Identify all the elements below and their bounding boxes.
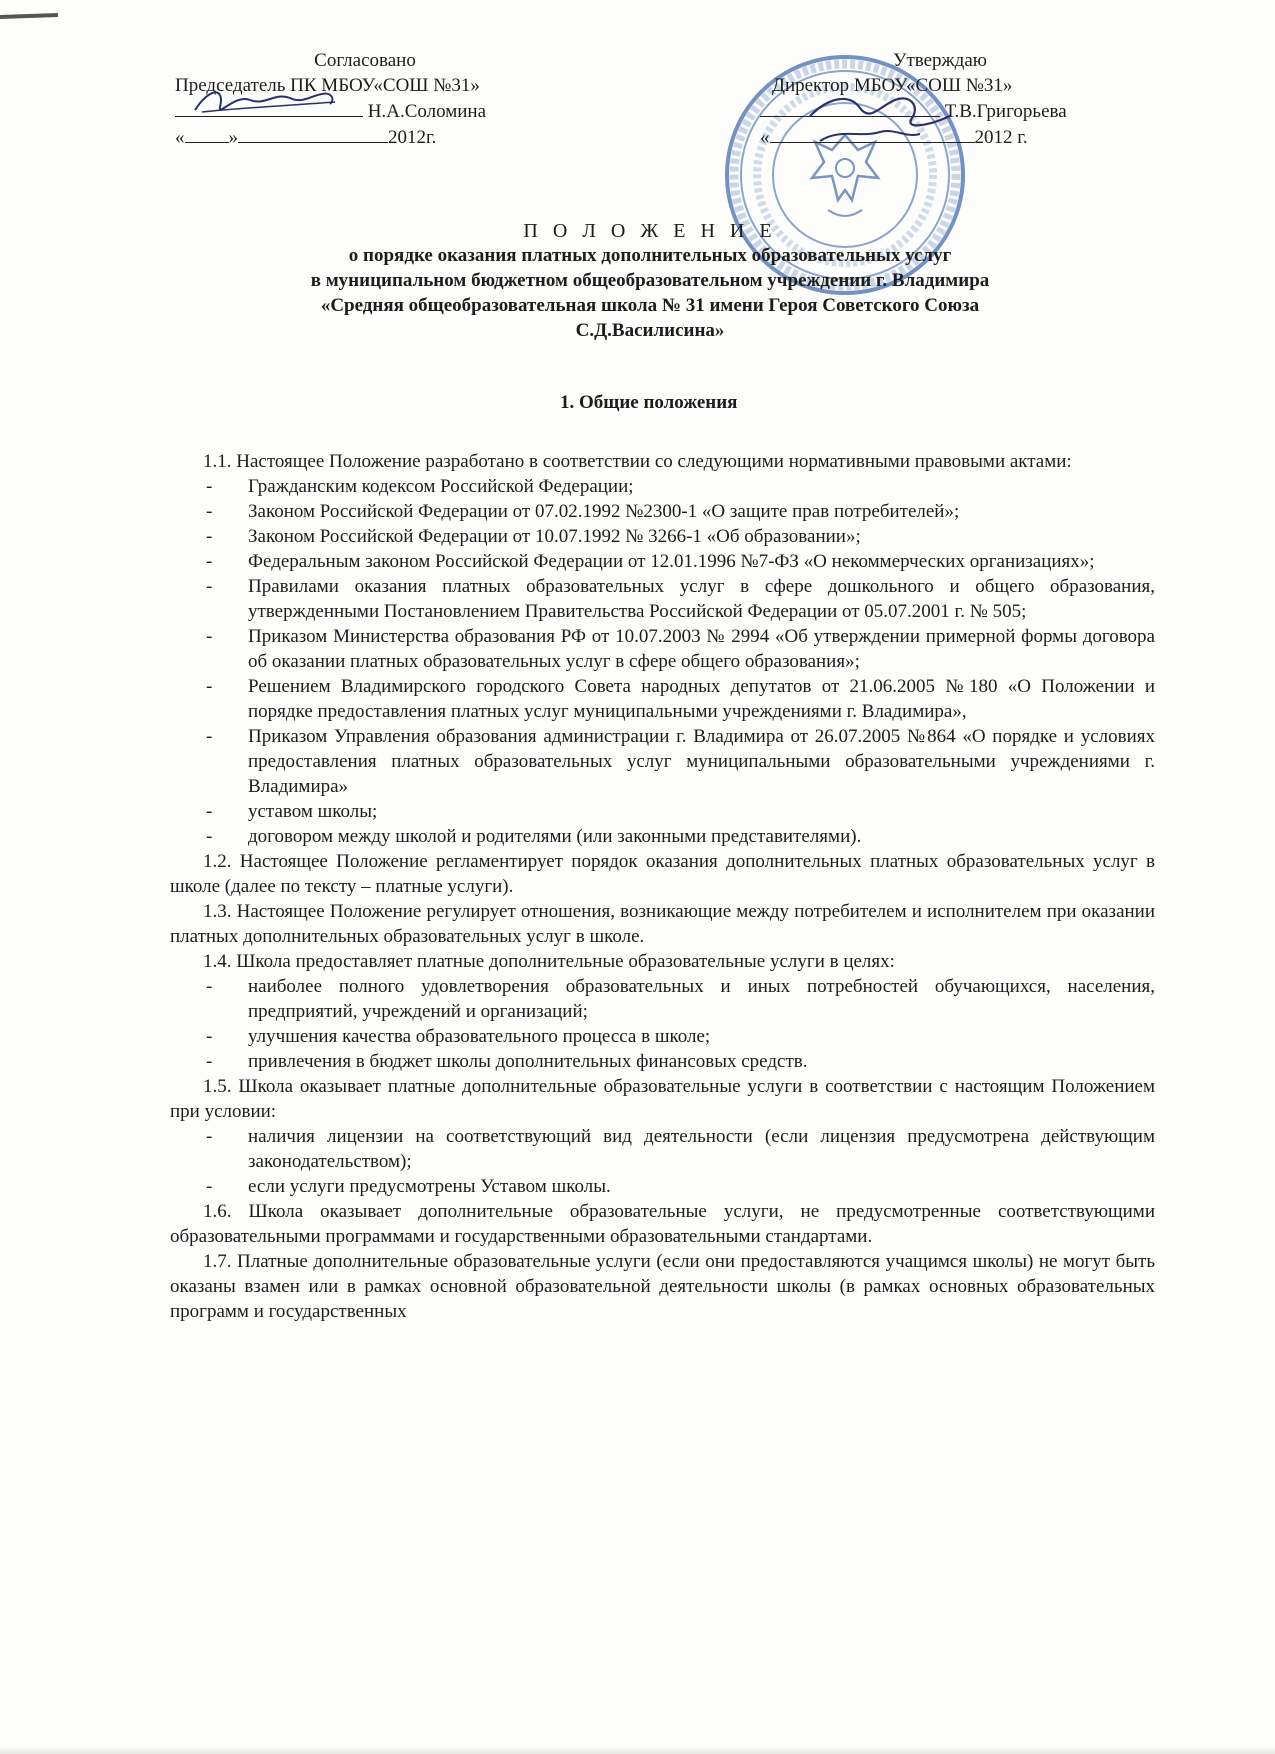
list-item: - Законом Российской Федерации от 07.02.1992 №2300-1 «О защите прав потребителей»; [170, 499, 1155, 524]
signature-left [190, 82, 340, 122]
list-item: - уставом школы; [170, 799, 1155, 824]
date-quote-open: « [760, 127, 770, 148]
list-item: - наличия лицензии на соответствующий вид деятельности (если лицензия предусмотрена действующим законодательством); [170, 1124, 1155, 1174]
goals-list [170, 974, 1155, 1074]
approved-position: Директор МБОУ«СОШ №31» [772, 75, 1013, 96]
list-item: - Приказом Министерства образования РФ от 10.07.2003 № 2994 «Об утверждении примерной формы договора об оказании платных образовательных услуг в сфере общего образования»; [170, 624, 1155, 674]
list-item: - улучшения качества образовательного процесса в школе; [170, 1024, 1155, 1049]
title-line-2: в муниципальном бюджетном общеобразовательном учреждении г. Владимира [310, 270, 990, 291]
document-type-heading: П О Л О Ж Е Н И Е [523, 220, 777, 242]
scan-bottom-edge [0, 1746, 1275, 1754]
section-heading-general: 1. Общие положения [560, 392, 738, 413]
paragraph-1-6: 1.6. Школа оказывает дополнительные образовательные услуги, не предусмотренные соответствующими образовательными программами и государственными образовательными стандартами. [170, 1201, 1155, 1247]
paragraph-1-4: 1.4. Школа предоставляет платные дополнительные образовательные услуги в целях: [203, 951, 895, 972]
list-item: - Федеральным законом Российской Федерации от 12.01.1996 №7-ФЗ «О некоммерческих организациях»; [170, 549, 1155, 574]
approved-label: Утверждаю [893, 50, 987, 71]
conditions-list [170, 1124, 1155, 1199]
title-line-4: С.Д.Василисина» [575, 320, 725, 341]
scan-corner-mark [0, 13, 58, 19]
paragraph-1-5: 1.5. Школа оказывает платные дополнительные образовательные услуги в соответствии с настоящим Положением при условии: [170, 1076, 1155, 1122]
day-blank [185, 124, 229, 143]
list-item: - Гражданским кодексом Российской Федерации; [170, 474, 1155, 499]
date-quote-open: « [175, 127, 185, 148]
approved-year: 2012 г. [974, 127, 1028, 148]
signature-right [800, 86, 960, 156]
approved-signer-name: Т.В.Григорьева [944, 101, 1067, 122]
list-item: - договором между школой и родителями (или законными представителями). [170, 824, 1155, 849]
paragraph-1-2: 1.2. Настоящее Положение регламентирует порядок оказания дополнительных платных образовательных услуг в школе (далее по тексту – платные услуги). [170, 851, 1155, 897]
legal-acts-list [170, 474, 1155, 849]
list-item: - привлечения в бюджет школы дополнительных финансовых средств. [170, 1049, 1155, 1074]
paragraph-1-3: 1.3. Настоящее Положение регулирует отношения, возникающие между потребителем и исполнителем при оказании платных дополнительных образовательных услуг в школе. [170, 901, 1155, 947]
document-title-block [180, 219, 1120, 343]
agreed-date-line [175, 124, 615, 150]
title-line-3: «Средняя общеобразовательная школа № 31 имени Героя Советского Союза [320, 295, 980, 316]
agreed-label: Согласовано [314, 50, 416, 71]
date-quote-close: » [228, 127, 238, 148]
list-item: - Решением Владимирского городского Совета народных депутатов от 21.06.2005 №180 «О Положении и порядке предоставления платных услуг муниципальными учреждениями г. Владимира», [170, 674, 1155, 724]
list-item: - Приказом Управления образования администрации г. Владимира от 26.07.2005 №864 «О порядке и условиях предоставления платных образовательных услуг муниципальными образовательными учреждениями г. Владимира» [170, 724, 1155, 799]
agreed-position: Председатель ПК МБОУ«СОШ №31» [175, 75, 480, 96]
month-blank [238, 124, 388, 143]
agreed-year: 2012г. [388, 127, 437, 148]
list-item: - Правилами оказания платных образовательных услуг в сфере дошкольного и общего образования, утвержденными Постановлением Правительства Российской Федерации от 05.07.2001 г. № 505; [170, 574, 1155, 624]
list-item: - Законом Российской Федерации от 10.07.1992 № 3266-1 «Об образовании»; [170, 524, 1155, 549]
agreed-signer-name: Н.А.Соломина [367, 101, 487, 122]
list-item: - если услуги предусмотрены Уставом школы. [170, 1174, 1155, 1199]
paragraph-1-7: 1.7. Платные дополнительные образовательные услуги (если они предоставляются учащимся школы) не могут быть оказаны взамен или в рамках основной образовательной деятельности школы (в рамках основных образовательных программ и государственных [170, 1251, 1155, 1322]
paragraph-1-1: 1.1. Настоящее Положение разработано в соответствии со следующими нормативными правовыми актами: [203, 451, 1072, 472]
document-body [170, 449, 1155, 1324]
title-line-1: о порядке оказания платных дополнительных образовательных услуг [348, 245, 952, 266]
list-item: - наиболее полного удовлетворения образовательных и иных потребностей обучающихся, населения, предприятий, учреждений и организаций; [170, 974, 1155, 1024]
